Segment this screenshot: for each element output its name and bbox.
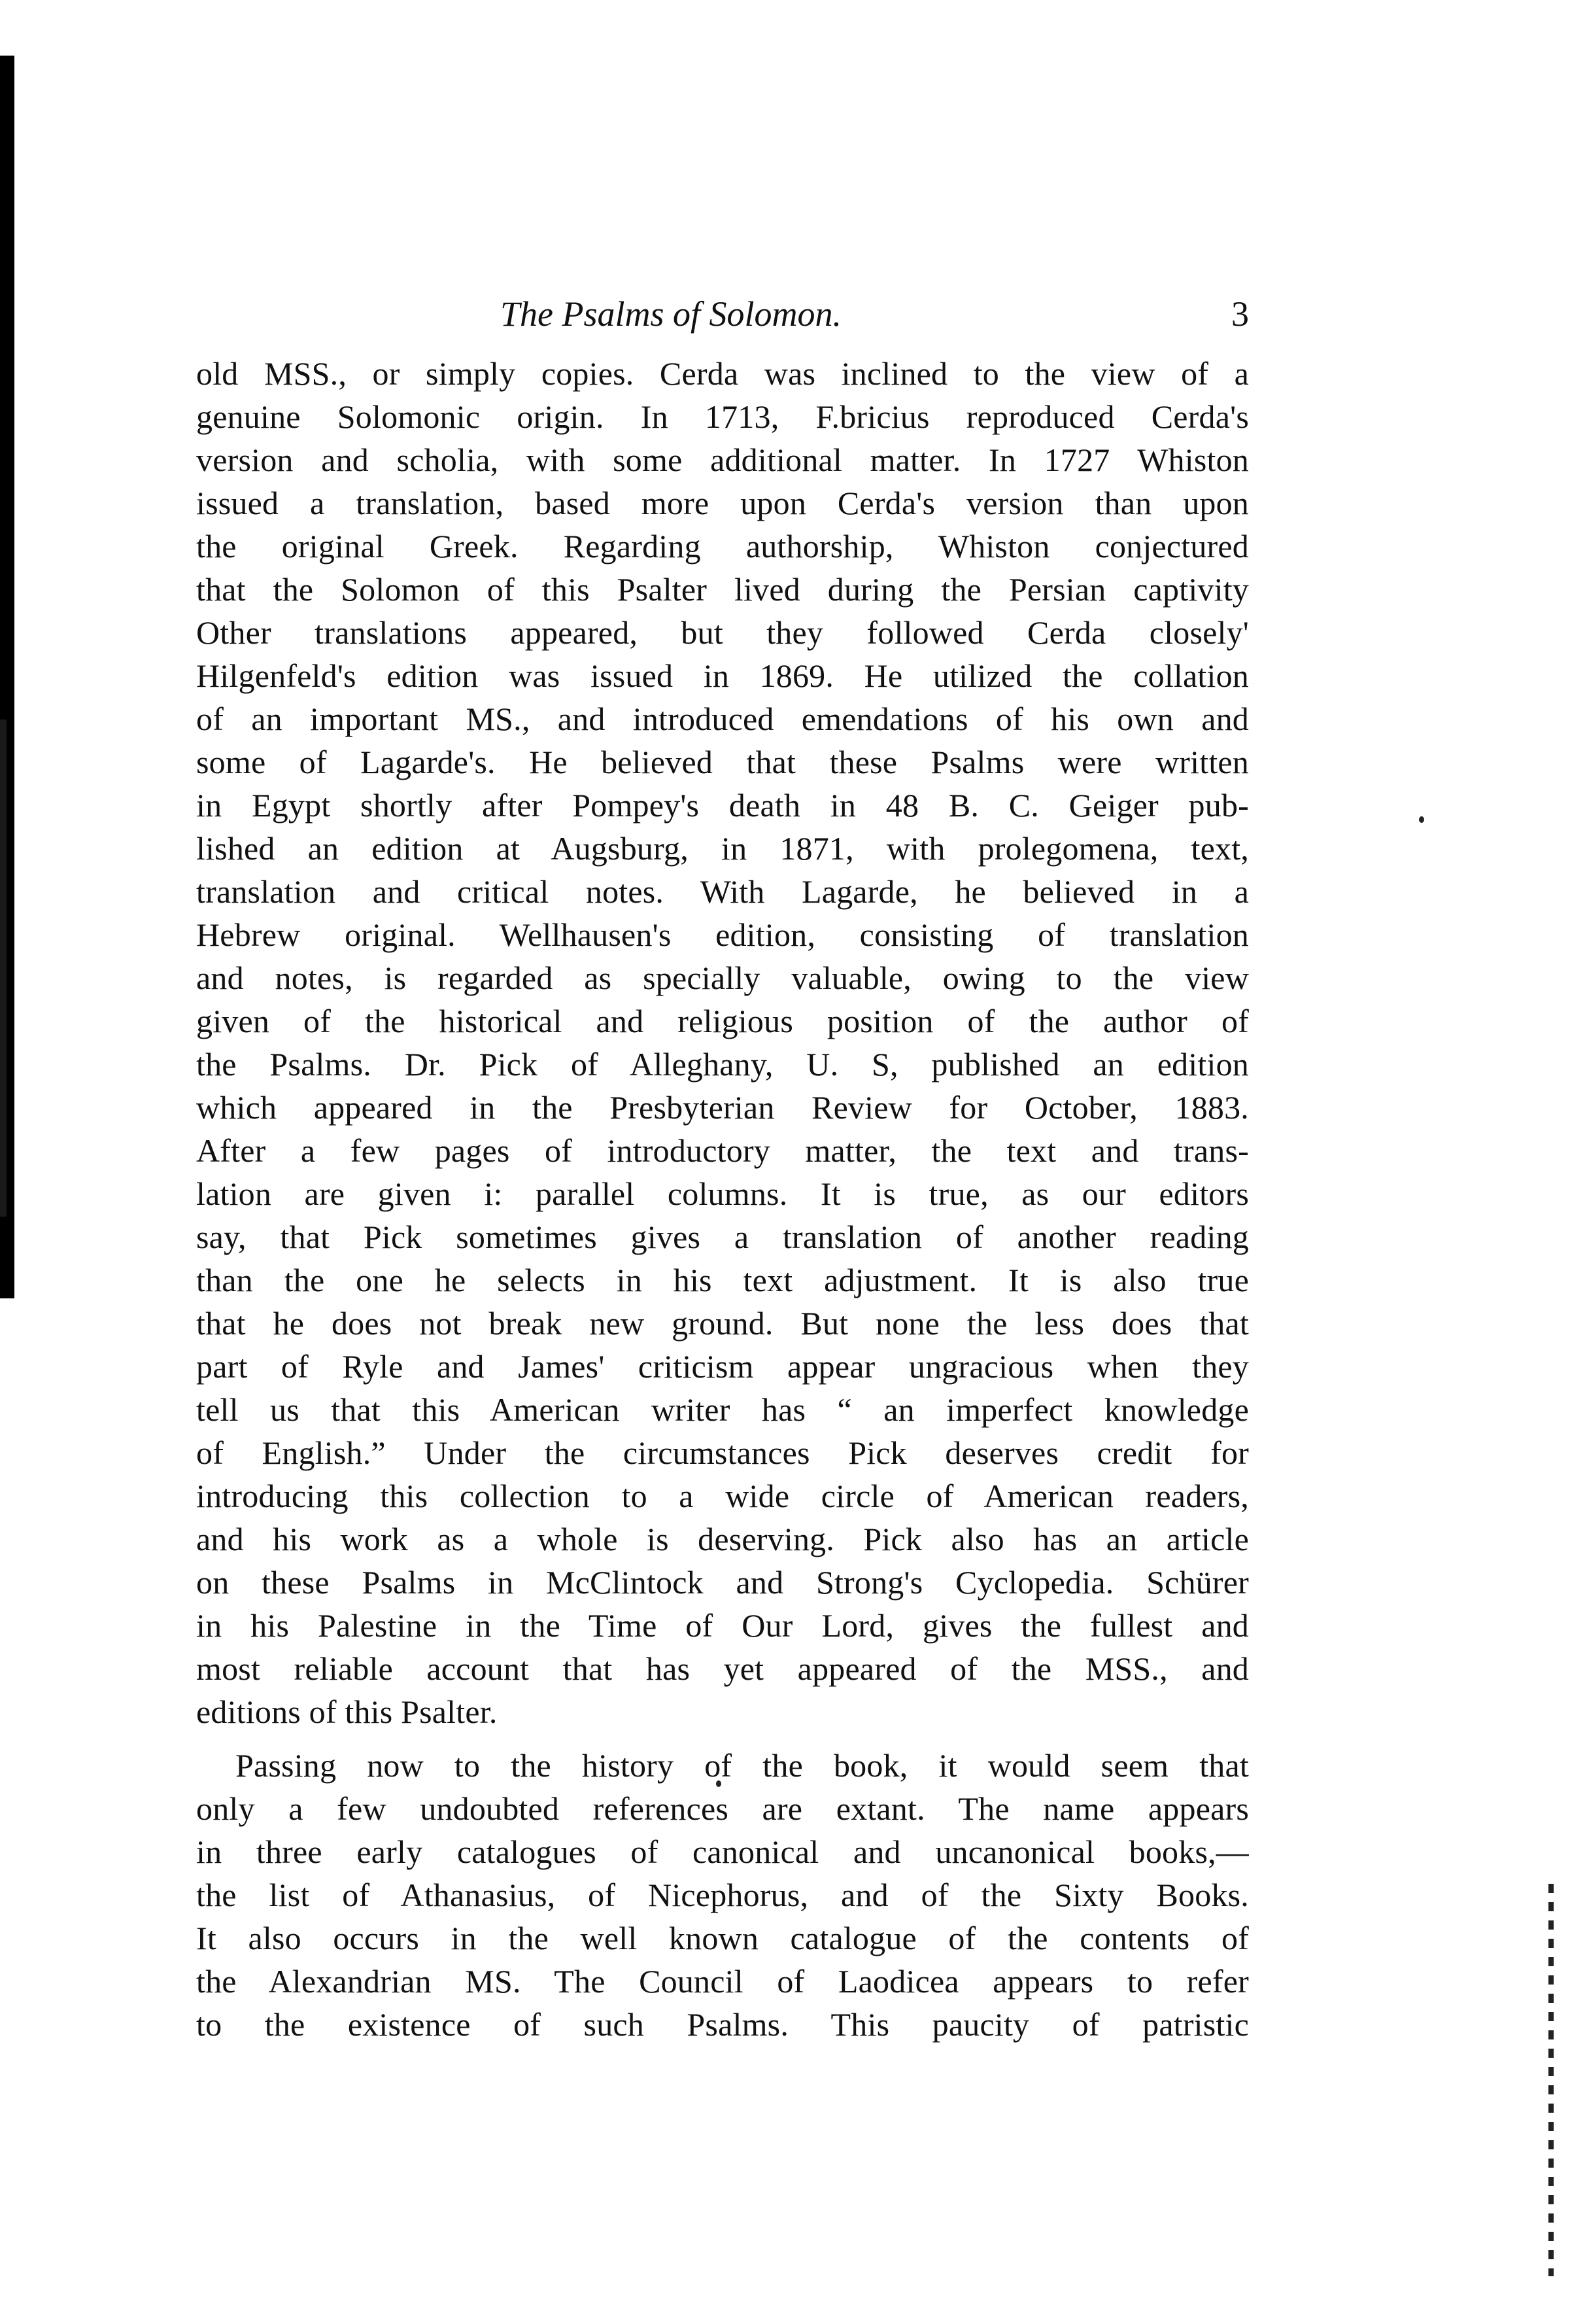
text-line: the Alexandrian MS. The Council of Laodicea appears to refer [196,1963,1249,2000]
text-line: the list of Athanasius, of Nicephorus, and of the Sixty Books. [196,1877,1249,1913]
text-line: in his Palestine in the Time of Our Lord, gives the fullest and [196,1607,1249,1644]
text-line: which appeared in the Presbyterian Review for October, 1883. [196,1089,1249,1126]
text-line: tell us that this American writer has “ an imperfect knowledge [196,1391,1249,1428]
text-line: genuine Solomonic origin. In 1713, F.bricius reproduced Cerda's [196,398,1249,435]
text-line: to the existence of such Psalms. This paucity of patristic [196,2006,1249,2043]
text-line: issued a translation, based more upon Cerda's version than upon [196,485,1249,521]
paragraph-gap [196,1733,1249,1744]
text-line: some of Lagarde's. He believed that these Psalms were written [196,744,1249,780]
binding-edge-shadow-lower [0,720,7,1217]
text-line: Hilgenfeld's edition was issued in 1869. He utilized the collation [196,657,1249,694]
text-line: Hebrew original. Wellhausen's edition, consisting of translation [196,916,1249,953]
text-line: in three early catalogues of canonical and uncanonical books,— [196,1833,1249,1870]
text-line: It also occurs in the well known catalogue of the contents of [196,1920,1249,1956]
text-line: on these Psalms in McClintock and Strong's Cyclopedia. Schürer [196,1564,1249,1601]
page-edge-scratch [1548,1884,1554,2276]
text-line: Other translations appeared, but they followed Cerda closely' [196,614,1249,651]
text-line: most reliable account that has yet appeared of the MSS., and [196,1650,1249,1687]
text-line: lation are given i: parallel columns. It is true, as our editors [196,1175,1249,1212]
text-line: editions of this Psalter. [196,1693,498,1730]
text-line: only a few undoubted references are extant. The name appears [196,1790,1249,1827]
text-line: old MSS., or simply copies. Cerda was inclined to the view of a [196,355,1249,392]
text-line: lished an edition at Augsburg, in 1871, with prolegomena, text, [196,830,1249,867]
text-line: that he does not break new ground. But none the less does that [196,1305,1249,1342]
text-line: part of Ryle and James' criticism appear ungracious when they [196,1348,1249,1385]
text-line: translation and critical notes. With Lagarde, he believed in a [196,873,1249,910]
paragraph [196,1744,1249,2046]
text-line: in Egypt shortly after Pompey's death in 48 B. C. Geiger pub- [196,787,1249,824]
text-line: version and scholia, with some additional matter. In 1727 Whiston [196,442,1249,478]
margin-speck [1419,816,1424,823]
running-title: The Psalms of Solomon. [500,294,842,334]
text-line: introducing this collection to a wide circle of American readers, [196,1478,1249,1514]
page-number: 3 [1231,294,1249,334]
text-line: Passing now to the history of the book, it would seem that [235,1747,1249,1784]
text-body [196,352,1249,2046]
text-line: the original Greek. Regarding authorship, Whiston conjectured [196,528,1249,564]
text-line: After a few pages of introductory matter, the text and trans- [196,1132,1249,1169]
text-line: than the one he selects in his text adjustment. It is also true [196,1262,1249,1298]
paragraph [196,352,1249,1733]
text-line: that the Solomon of this Psalter lived during the Persian captivity [196,571,1249,608]
text-line: and notes, is regarded as specially valuable, owing to the view [196,960,1249,996]
text-line: given of the historical and religious position of the author of [196,1003,1249,1039]
text-line: and his work as a whole is deserving. Pick also has an article [196,1521,1249,1557]
text-line: of an important MS., and introduced emendations of his own and [196,701,1249,737]
text-line: of English.” Under the circumstances Pick deserves credit for [196,1434,1249,1471]
page-header [196,288,1249,340]
text-line: say, that Pick sometimes gives a translation of another reading [196,1219,1249,1255]
text-line: the Psalms. Dr. Pick of Alleghany, U. S, published an edition [196,1046,1249,1083]
